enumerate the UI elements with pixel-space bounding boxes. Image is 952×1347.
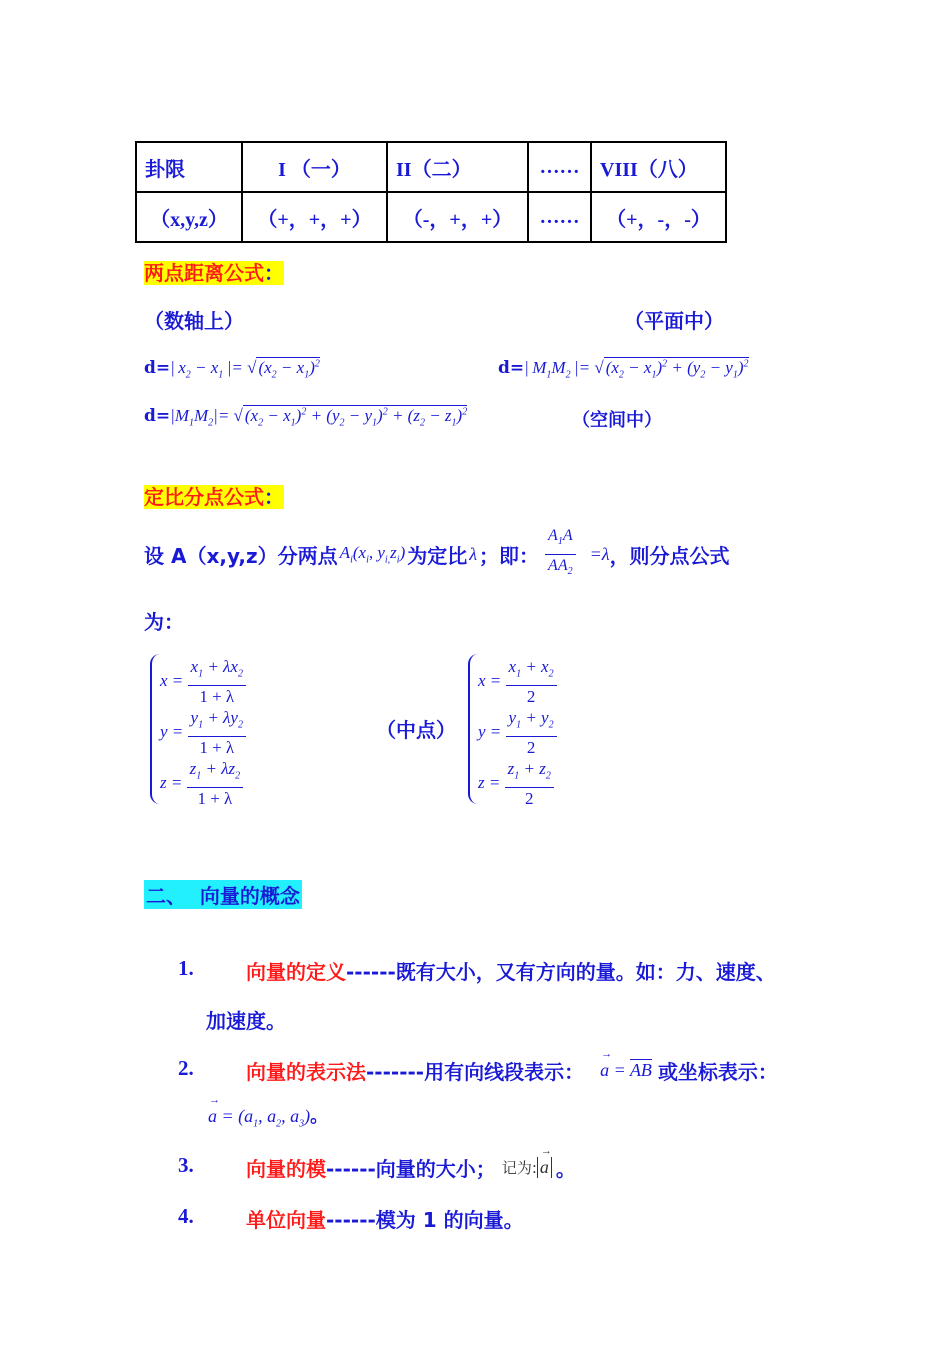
division-text-line2: 为： (144, 610, 184, 634)
space-label: （空间中） (572, 410, 662, 431)
formula-distance-space: $d=|M_1M_2|=$ √ $(x_2 - x_1)^2 + (y_2 - y_1)^2 + (z_2 - z_1)^2$ (144, 406, 468, 429)
table-cell: II（二） (387, 142, 528, 192)
formula-mid-y: y = $\frac{y_1 + y_2}{2}$ (478, 707, 557, 759)
table-cell: （+，-，-） (591, 192, 726, 242)
midpoint-label: （中点） (376, 718, 456, 742)
formula-distance-plane: d=| $M_1M_2$ |= √ $(x_2 - x_1)^2 + (y_2 - y_1)^2$ (498, 358, 749, 381)
table-cell: …… (528, 192, 591, 242)
formula-vector-coordinates: a → = ($a_1$, $a_2$, $a_3$)。 (208, 1094, 329, 1130)
table-row (136, 142, 726, 192)
item-vector-definition: 向量的定义------既有大小，又有方向的量。如：力、速度、 (246, 960, 776, 984)
distance-heading: 两点距离公式： (144, 261, 284, 285)
table-cell: VIII（八） (591, 142, 726, 192)
item-unit-vector: 单位向量------模为 1 的向量。 (246, 1208, 524, 1232)
formula-distance-axis: d=| $x_2 - x_1$ |= √ $(x_2 - x_1)^2$ (144, 358, 320, 381)
table-cell: （x,y,z） (136, 192, 242, 242)
formula-mid-z: z = $\frac{z_1 + z_2}{2}$ (478, 758, 554, 810)
item-number: 3. (178, 1153, 194, 1177)
item-number: 1. (178, 956, 194, 980)
item-vector-notation: 向量的表示法 -------用有向线段表示： a → = AB 或坐标表示： (246, 1048, 778, 1084)
formula-z: z = $\frac{z_1 + \lambda z_2}{1 + \lambda}$ (160, 758, 243, 810)
table-cell: （-，+，+） (387, 192, 528, 242)
formula-x: x = $\frac{x_1 + \lambda x_2}{1 + \lambda}$ (160, 656, 246, 708)
item-number: 4. (178, 1204, 194, 1228)
section2-heading: 二、 向量的概念 (144, 880, 302, 909)
division-heading: 定比分点公式： (144, 485, 284, 509)
plane-label: （平面中） (624, 309, 724, 333)
table-cell: （+，+，+） (242, 192, 387, 242)
formula-mid-x: x = $\frac{x_1 + x_2}{2}$ (478, 656, 557, 708)
ratio-fraction: $\frac{A_1A}{AA_2}$ (545, 525, 576, 582)
item-continuation: 加速度。 (206, 1009, 286, 1033)
octant-table (135, 141, 727, 243)
division-text-line: 设 A（x,y,z）分两点 $A_i(x_i$, $y_{i,}z_i$) 为定比 λ ；即： $\frac{A_1A}{AA_2}$ =λ ，则分点公式 (144, 528, 730, 580)
table-row (136, 192, 726, 242)
table-cell: 卦限 (136, 142, 242, 192)
item-vector-magnitude: 向量的模 ------向量的大小； 记为: a → 。 (246, 1145, 576, 1181)
axis-label: （数轴上） (144, 309, 244, 333)
formula-y: y = $\frac{y_1 + \lambda y_2}{1 + \lambda}$ (160, 707, 246, 759)
item-number: 2. (178, 1056, 194, 1080)
table-cell: I （一） (242, 142, 387, 192)
table-cell: …… (528, 142, 591, 192)
